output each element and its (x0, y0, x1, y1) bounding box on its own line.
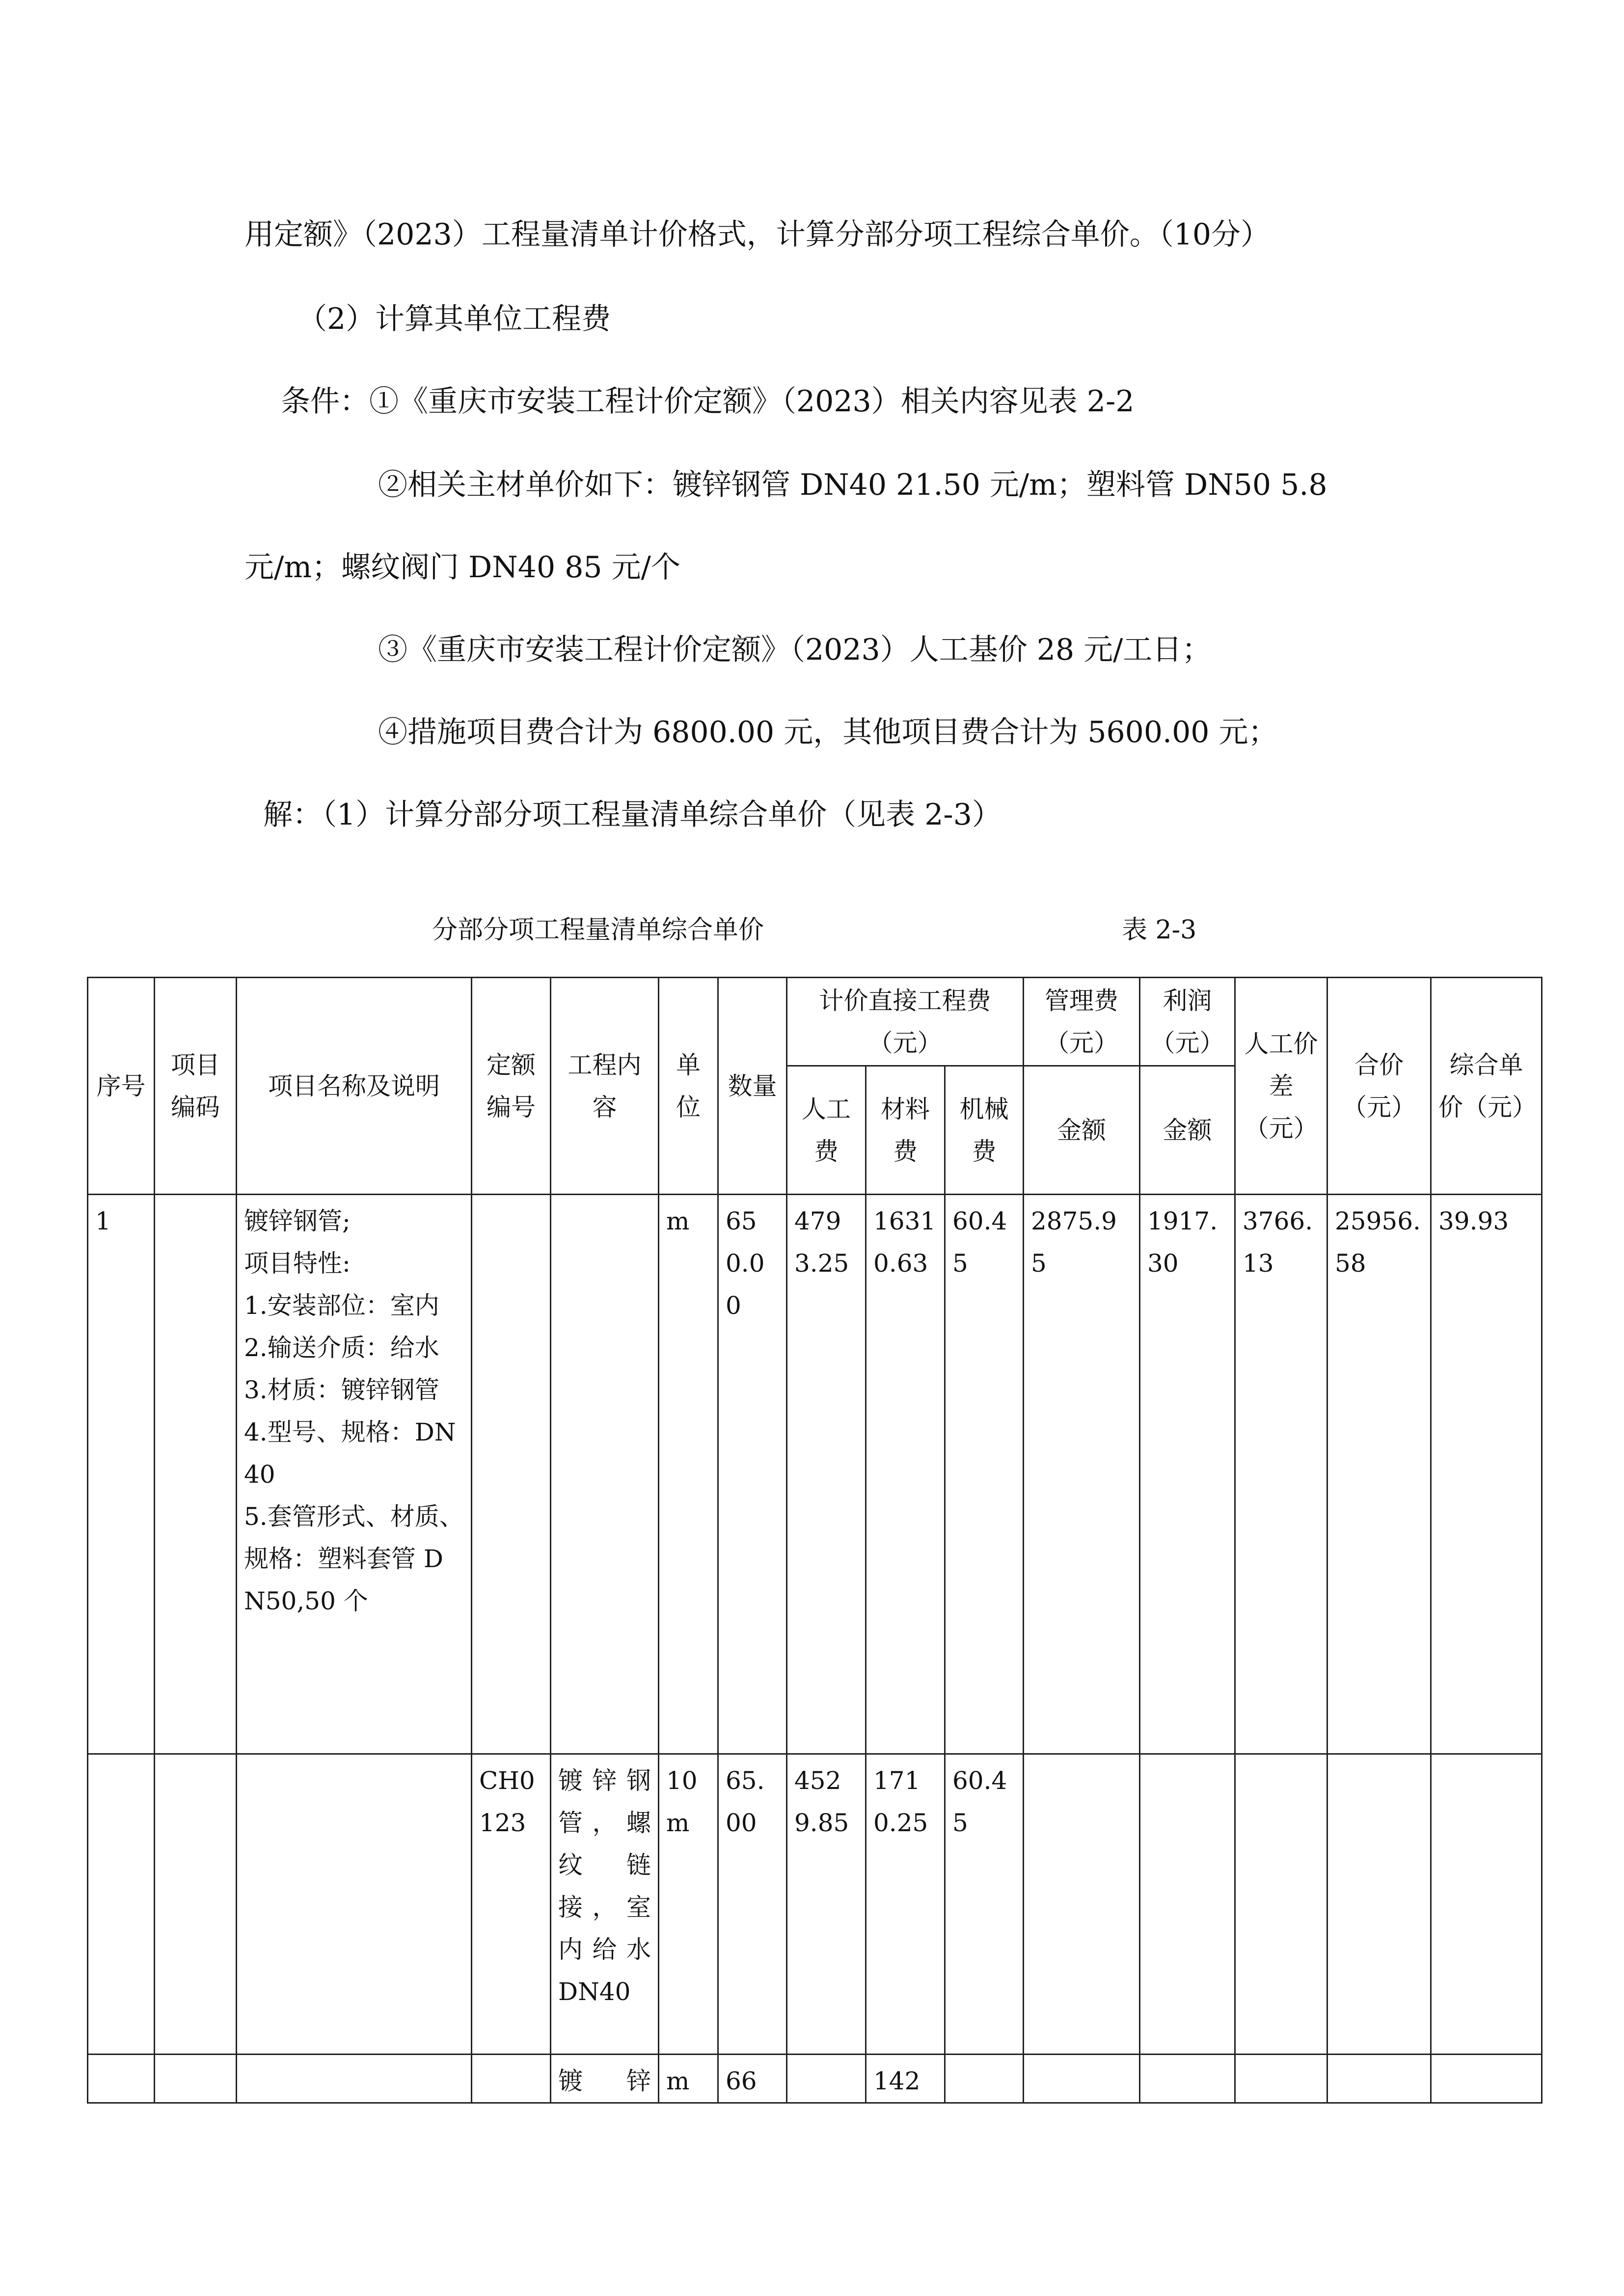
header-unit: 单位 (659, 978, 718, 1195)
header-seq: 序号 (88, 978, 155, 1195)
cell-labor (787, 2055, 866, 2103)
cell-material: 16310.63 (866, 1195, 945, 1754)
cell-material: 1710.25 (866, 1754, 945, 2055)
cell-mgmt (1024, 1754, 1140, 2055)
header-direct-cost: 计价直接工程费（元） (787, 978, 1024, 1066)
cell-mgmt (1024, 2055, 1140, 2103)
cell-seq (88, 2055, 155, 2103)
header-labor: 人工费 (787, 1066, 866, 1195)
cell-labor: 4529.85 (787, 1754, 866, 2055)
cell-unit-price (1431, 1754, 1542, 2055)
cell-content: 镀锌钢管，螺纹链接，室内给水DN40 (551, 1754, 659, 2055)
header-code: 项目编码 (155, 978, 237, 1195)
cell-unit-price (1431, 2055, 1542, 2103)
cell-total: 25956.58 (1327, 1195, 1431, 1754)
cell-qty: 65.00 (718, 1754, 787, 2055)
cell-machine: 60.45 (945, 1754, 1024, 2055)
header-mgmt-amount: 金额 (1024, 1066, 1140, 1195)
header-profit: 利润（元） (1140, 978, 1235, 1066)
header-total: 合价（元） (1327, 978, 1431, 1195)
header-material: 材料费 (866, 1066, 945, 1195)
header-mgmt: 管理费（元） (1024, 978, 1140, 1066)
cell-name (237, 2055, 472, 2103)
cell-quota (472, 2055, 551, 2103)
cell-profit (1140, 2055, 1235, 2103)
cell-profit (1140, 1754, 1235, 2055)
header-machine: 机械费 (945, 1066, 1024, 1195)
cell-machine (945, 2055, 1024, 2103)
cell-labor-diff (1235, 2055, 1327, 2103)
text-line-1: 用定额》（2023）工程量清单计价格式，计算分部分项工程综合单价。（10分） (244, 217, 1271, 252)
text-line-8: 解：（1）计算分部分项工程量清单综合单价（见表 2-3） (263, 798, 1001, 832)
cell-quota (472, 1195, 551, 1754)
header-unit-price: 综合单价（元） (1431, 978, 1542, 1195)
text-line-7: ④措施项目费合计为 6800.00 元，其他项目费合计为 5600.00 元； (378, 715, 1278, 749)
cell-name (237, 1754, 472, 2055)
cell-total (1327, 1754, 1431, 2055)
cell-labor-diff: 3766.13 (1235, 1195, 1327, 1754)
cell-unit: 10m (659, 1754, 718, 2055)
table-number: 表 2-3 (1122, 915, 1197, 945)
cell-material: 142 (866, 2055, 945, 2103)
table-row (88, 2055, 1542, 2103)
table-title: 分部分项工程量清单综合单价 (432, 915, 764, 945)
cell-code (155, 1754, 237, 2055)
cell-quota: CH0123 (472, 1754, 551, 2055)
header-content: 工程内容 (551, 978, 659, 1195)
cell-content: 镀锌 (551, 2055, 659, 2103)
cell-code (155, 1195, 237, 1754)
cell-total (1327, 2055, 1431, 2103)
header-profit-amount: 金额 (1140, 1066, 1235, 1195)
cell-profit: 1917.30 (1140, 1195, 1235, 1754)
header-qty: 数量 (718, 978, 787, 1195)
cell-seq (88, 1754, 155, 2055)
text-line-2: （2）计算其单位工程费 (298, 302, 611, 336)
cell-name: 镀锌钢管; 项目特性: 1.安装部位：室内 2.输送介质：给水 3.材质：镀锌钢管 4.型号、规格：DN40 5.套管形式、材质、规格：塑料套管 DN50,50 个 (237, 1195, 472, 1754)
cell-seq: 1 (88, 1195, 155, 1754)
cell-code (155, 2055, 237, 2103)
text-line-3: 条件：①《重庆市安装工程计价定额》（2023）相关内容见表 2-2 (281, 384, 1135, 419)
cell-mgmt: 2875.95 (1024, 1195, 1140, 1754)
cell-qty: 66 (718, 2055, 787, 2103)
cell-content (551, 1195, 659, 1754)
header-quota: 定额编号 (472, 978, 551, 1195)
cell-qty: 650.00 (718, 1195, 787, 1754)
table-row (88, 1754, 1542, 2055)
cell-machine: 60.45 (945, 1195, 1024, 1754)
table-row (88, 1195, 1542, 1754)
pricing-table (87, 977, 1543, 2104)
cell-unit-price: 39.93 (1431, 1195, 1542, 1754)
text-line-5: 元/m；螺纹阀门 DN40 85 元/个 (244, 550, 680, 585)
cell-labor: 4793.25 (787, 1195, 866, 1754)
header-name: 项目名称及说明 (237, 978, 472, 1195)
cell-labor-diff (1235, 1754, 1327, 2055)
text-line-6: ③《重庆市安装工程计价定额》（2023）人工基价 28 元/工日； (378, 633, 1212, 667)
text-line-4: ②相关主材单价如下：镀锌钢管 DN40 21.50 元/m；塑料管 DN50 5.8 (378, 468, 1327, 502)
header-labor-diff: 人工价差（元） (1235, 978, 1327, 1195)
cell-unit: m (659, 2055, 718, 2103)
cell-unit: m (659, 1195, 718, 1754)
